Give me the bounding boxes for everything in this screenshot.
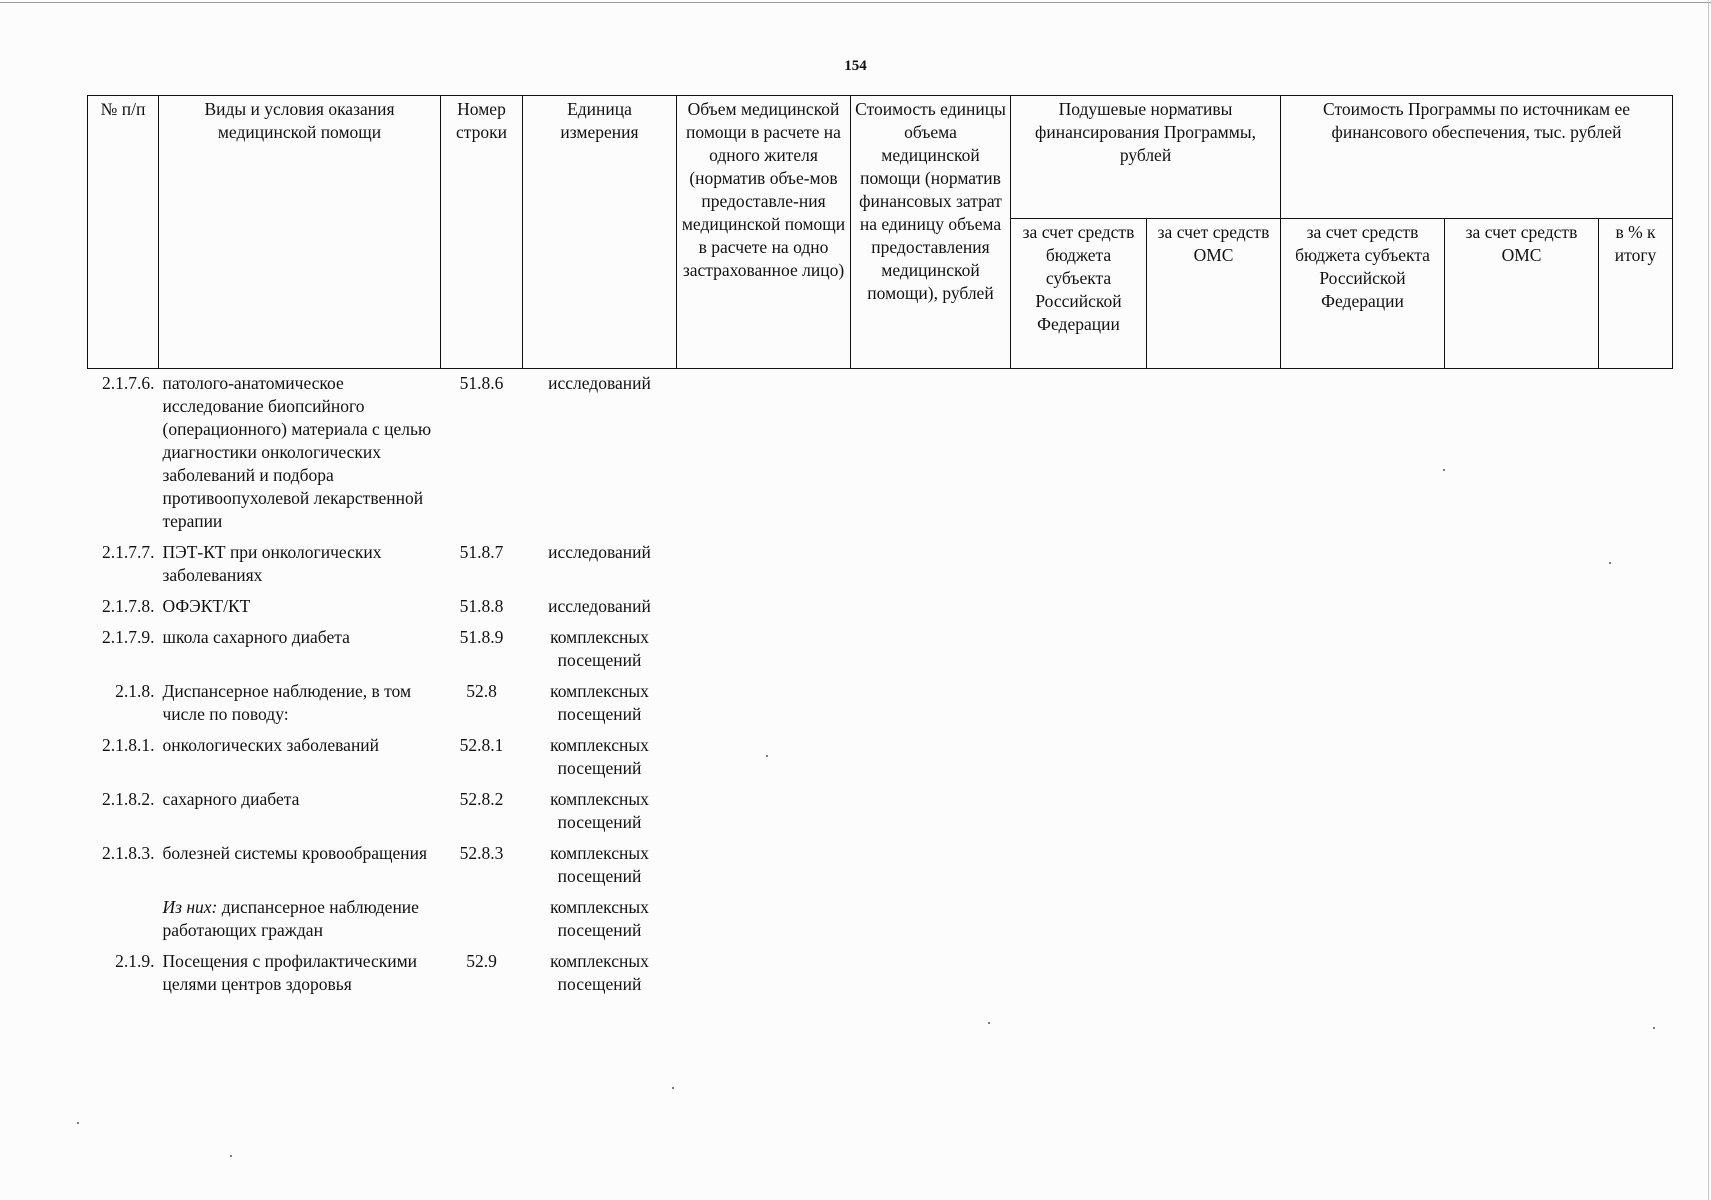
row-name-rest: диспансерное наблюдение работающих граждан — [162, 897, 419, 940]
row-empty-values — [677, 947, 1673, 1001]
header-num: № п/п — [88, 96, 159, 369]
header-cost-percent: в % к итогу — [1599, 219, 1673, 369]
row-line: 52.8.3 — [459, 843, 504, 863]
row-empty-values — [677, 369, 1673, 539]
table-row — [88, 785, 1673, 839]
table-body — [88, 369, 1673, 1002]
scan-edge-right — [1708, 0, 1709, 1200]
row-name: сахарного диабета — [162, 789, 300, 809]
row-line: 52.8.1 — [459, 735, 504, 755]
scan-speck — [1609, 562, 1611, 564]
header-volume: Объем медицинской помощи в расчете на одного жителя (норматив объе-мов предоставле-ния медицинской помощи в расчете на одно застрахованное лицо) — [677, 96, 851, 369]
table-row — [88, 677, 1673, 731]
header-per-capita-oms: за счет средств ОМС — [1147, 219, 1281, 369]
row-num: 2.1.7.7. — [102, 542, 155, 562]
scan-speck — [77, 1122, 79, 1124]
header-per-capita-group: Подушевые нормативы финансирования Программы, рублей — [1011, 96, 1281, 219]
row-unit: исследований — [548, 596, 651, 616]
scan-speck — [230, 1155, 232, 1157]
row-name-italic-prefix: Из них: — [162, 897, 218, 917]
row-unit: исследований — [548, 373, 651, 393]
header-unit: Единица измерения — [523, 96, 677, 369]
scan-speck — [1653, 1027, 1655, 1029]
table-row — [88, 369, 1673, 539]
row-empty-values — [677, 677, 1673, 731]
row-num: 2.1.8.2. — [102, 789, 155, 809]
row-line: 51.8.6 — [459, 373, 504, 393]
scan-speck — [672, 1087, 674, 1089]
header-cost: Стоимость единицы объема медицинской помощи (норматив финансовых затрат на единицу объема предоставления медицинской помощи), рублей — [851, 96, 1011, 369]
row-num: 2.1.8. — [115, 681, 155, 701]
header-kind: Виды и условия оказания медицинской помощи — [159, 96, 441, 369]
page-number: 154 — [844, 58, 867, 74]
financing-table — [87, 95, 1673, 1001]
row-num — [88, 893, 159, 947]
header-line: Номер строки — [441, 96, 523, 369]
row-unit: комплексных посещений — [550, 843, 649, 886]
row-num: 2.1.7.9. — [102, 627, 155, 647]
table-row — [88, 947, 1673, 1001]
row-name: Диспансерное наблюдение, в том числе по поводу: — [162, 681, 412, 724]
row-name: школа сахарного диабета — [162, 627, 350, 647]
row-empty-values — [677, 731, 1673, 785]
row-name: ОФЭКТ/КТ — [162, 596, 251, 616]
row-num: 2.1.8.1. — [102, 735, 155, 755]
row-line: 51.8.8 — [459, 596, 504, 616]
row-name: патолого-анатомическое исследование биопсийного (операционного) материала с целью диагностики онкологических заболеваний и подбора противоопухолевой лекарственной терапии — [162, 373, 432, 531]
table-row — [88, 592, 1673, 623]
header-per-capita-budget: за счет средств бюджета субъекта Российской Федерации — [1011, 219, 1147, 369]
row-unit: комплексных посещений — [550, 735, 649, 778]
row-unit: комплексных посещений — [550, 897, 649, 940]
header-program-cost-group: Стоимость Программы по источникам ее финансового обеспечения, тыс. рублей — [1281, 96, 1673, 219]
scan-edge-top — [0, 2, 1711, 3]
scan-speck — [988, 1022, 990, 1024]
row-empty-values — [677, 839, 1673, 893]
table-row — [88, 623, 1673, 677]
header-cost-budget: за счет средств бюджета субъекта Российской Федерации — [1281, 219, 1445, 369]
row-name: ПЭТ-КТ при онкологических заболеваниях — [162, 542, 382, 585]
row-name — [159, 893, 441, 947]
scan-speck — [766, 755, 768, 757]
row-empty-values — [677, 592, 1673, 623]
row-num: 2.1.7.6. — [102, 373, 155, 393]
table-row — [88, 731, 1673, 785]
scan-speck — [1443, 469, 1445, 471]
table-row — [88, 893, 1673, 947]
row-empty-values — [677, 623, 1673, 677]
row-line — [441, 893, 523, 947]
row-empty-values — [677, 785, 1673, 839]
row-name: Посещения с профилактическими целями центров здоровья — [162, 951, 418, 994]
row-num: 2.1.7.8. — [102, 596, 155, 616]
row-unit: исследований — [548, 542, 651, 562]
row-empty-values — [677, 893, 1673, 947]
row-unit: комплексных посещений — [550, 951, 649, 994]
row-unit: комплексных посещений — [550, 627, 649, 670]
row-line: 51.8.9 — [459, 627, 504, 647]
row-unit: комплексных посещений — [550, 789, 649, 832]
row-num: 2.1.8.3. — [102, 843, 155, 863]
table-row — [88, 538, 1673, 592]
row-name: болезней системы кровообращения — [162, 843, 428, 863]
row-line: 52.8 — [466, 681, 497, 701]
row-name: онкологических заболеваний — [162, 735, 380, 755]
row-empty-values — [677, 538, 1673, 592]
row-unit: комплексных посещений — [550, 681, 649, 724]
header-cost-oms: за счет средств ОМС — [1445, 219, 1599, 369]
row-line: 52.8.2 — [459, 789, 504, 809]
row-line: 52.9 — [466, 951, 497, 971]
row-line: 51.8.7 — [459, 542, 504, 562]
row-num: 2.1.9. — [115, 951, 155, 971]
table-row — [88, 839, 1673, 893]
table-header — [88, 96, 1673, 369]
